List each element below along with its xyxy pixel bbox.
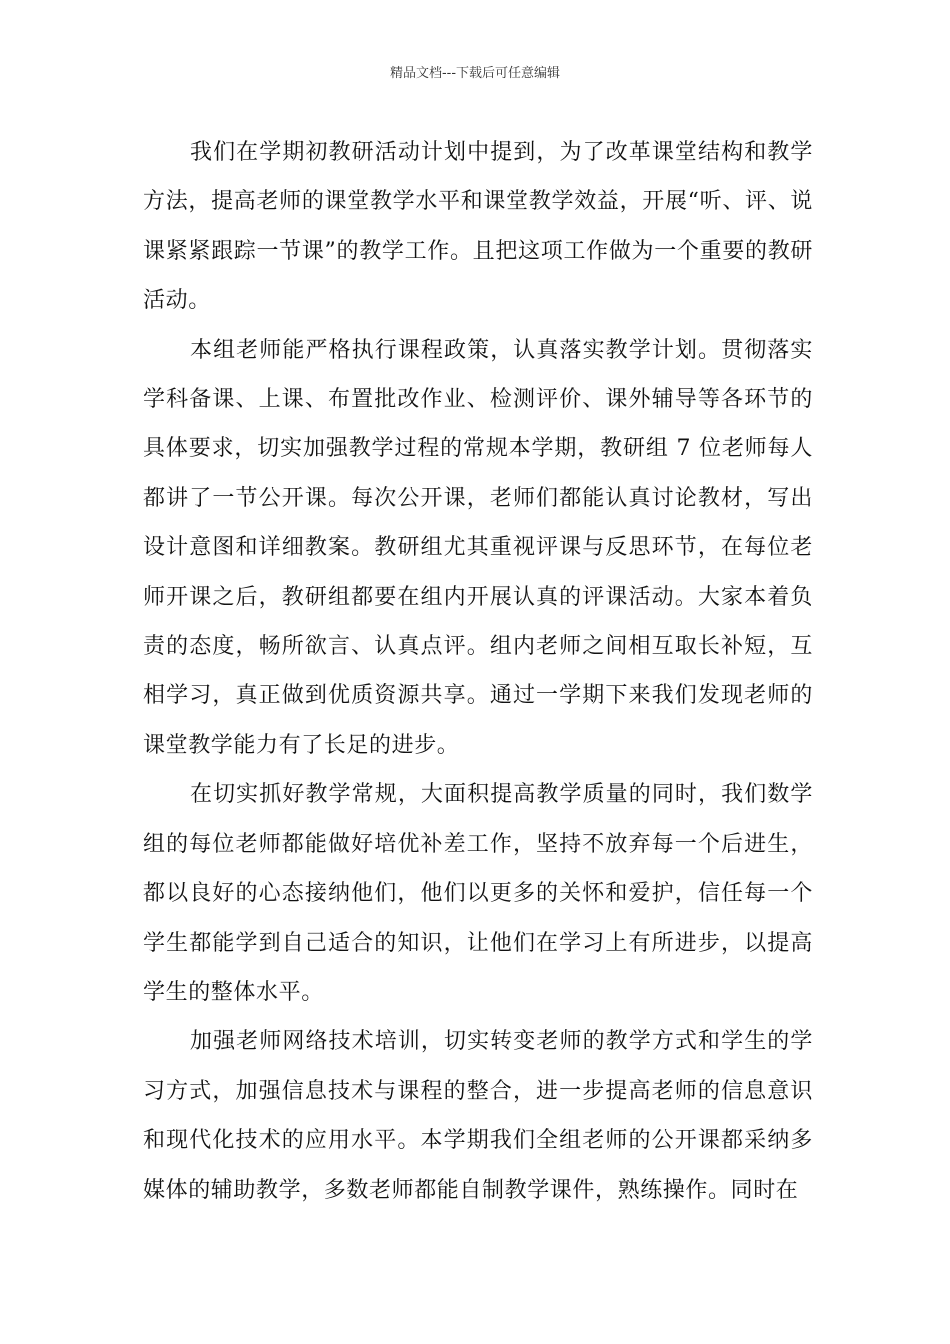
paragraph-2: 本组老师能严格执行课程政策，认真落实教学计划。贯彻落实学科备课、上课、布置批改作业、检测评价、课外辅导等各环节的具体要求，切实加强教学过程的常规本学期，教研组 7 位老师每人都讲了一节公开课。每次公开课，老师们都能认真讨论教材，写出设计意图和详细教案。教研组尤其重视评课与反思环节，在每位老师开课之后，教研组都要在组内开展认真的评课活动。大家本着负责的态度，畅所欲言、认真点评。组内老师之间相互取长补短，互相学习，真正做到优质资源共享。通过一学期下来我们发现老师的课堂教学能力有了长足的进步。 [143, 337, 813, 758]
document-body [143, 128, 813, 1215]
paragraph-4: 加强老师网络技术培训，切实转变老师的教学方式和学生的学习方式，加强信息技术与课程的整合，进一步提高老师的信息意识和现代化技术的应用水平。本学期我们全组老师的公开课都采纳多媒体的辅助教学，多数老师都能自制教学课件，熟练操作。同时在 [143, 1029, 813, 1203]
paragraph-3: 在切实抓好教学常规，大面积提高教学质量的同时，我们数学组的每位老师都能做好培优补差工作，坚持不放弃每一个后进生，都以良好的心态接纳他们，他们以更多的关怀和爱护，信任每一个学生都能学到自己适合的知识，让他们在学习上有所进步，以提高学生的整体水平。 [143, 782, 813, 1005]
paragraph-1: 我们在学期初教研活动计划中提到，为了改革课堂结构和教学方法，提高老师的课堂教学水平和课堂教学效益，开展“听、评、说课紧紧跟踪一节课”的教学工作。且把这项工作做为一个重要的教研活动。 [143, 140, 813, 314]
page-header: 精品文档---下载后可任意编辑 [389, 66, 561, 81]
